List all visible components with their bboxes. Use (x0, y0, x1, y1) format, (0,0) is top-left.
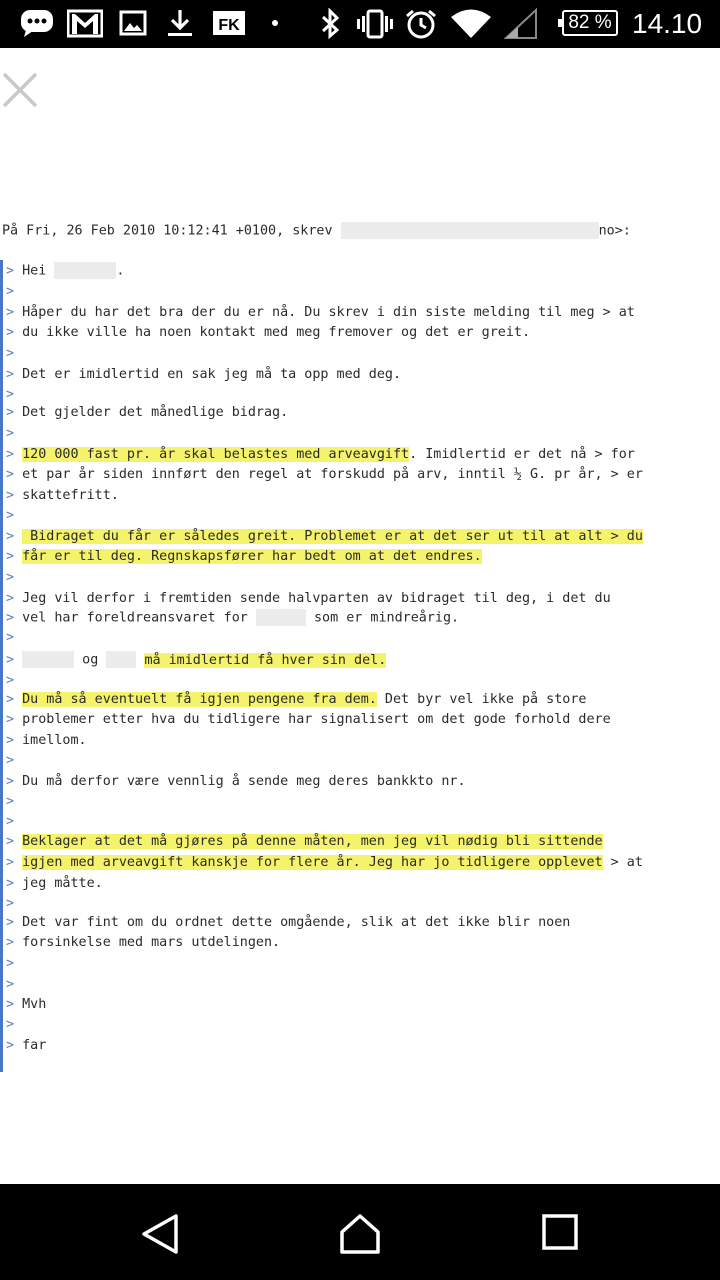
quote-line: > problemer etter hva du tidligere har signalisert om det gode forhold dere (6, 712, 611, 727)
quote-line: > Det gjelder det månedlige bidrag. (6, 405, 289, 420)
quote-line: > (6, 753, 15, 768)
quote-line: > (6, 977, 15, 992)
quote-line: > et par år siden innført den regel at forskudd på arv, inntil ½ G. pr år, > er (6, 467, 643, 482)
quote-line: > Jeg vil derfor i fremtiden sende halvparten av bidraget til deg, i det du (6, 591, 611, 606)
quote-line: > (6, 814, 15, 829)
highlight: Beklager at det må gjøres på denne måten, men jeg vil nødig bli sittende (22, 834, 603, 849)
svg-text:FK: FK (218, 17, 240, 34)
alarm-icon (405, 8, 437, 40)
redacted-name (54, 262, 116, 279)
quote-line: > (6, 284, 15, 299)
quote-line: > (6, 673, 15, 688)
redacted-name (256, 609, 306, 626)
quote-line: > (6, 1017, 15, 1032)
quote-line: > Håper du har det bra der du er nå. Du skrev i din siste melding til meg > at (6, 305, 635, 320)
quote-line: > forsinkelse med mars utdelingen. (6, 935, 281, 950)
battery-indicator: 82 % (562, 10, 618, 36)
home-icon[interactable] (336, 1212, 384, 1256)
chat-bubble-icon (20, 8, 54, 38)
redacted-email (341, 222, 599, 239)
highlight: Du må så eventuelt få igjen pengene fra dem. (22, 692, 377, 707)
highlight: får er til deg. Regnskapsfører har bedt om at det endres. (22, 549, 482, 564)
quote-bar (0, 260, 3, 1072)
highlight: igjen med arveavgift kanskje for flere år. Jeg har jo tidligere opplevet (22, 855, 603, 870)
quote-line: > og må imidlertid få hver sin del. (6, 652, 387, 668)
header-suffix: no>: (598, 223, 631, 239)
redacted-name (106, 651, 136, 668)
email-image (0, 210, 720, 1180)
email-header (2, 222, 631, 239)
wifi-icon (450, 8, 492, 40)
more-dot-icon (270, 18, 280, 28)
quote-line: > (6, 508, 15, 523)
quote-line: > vel har foreldreansvaret for som er mindreårig. (6, 610, 460, 626)
redacted-name (22, 651, 74, 668)
fk-app-icon (212, 8, 246, 38)
quote-line: > far (6, 1038, 47, 1053)
quote-line: > Det er imidlertid en sak jeg må ta opp med deg. (6, 367, 402, 382)
highlight: Bidraget du får er således greit. Problemet er at det ser ut til at alt > du (22, 529, 643, 544)
quote-line: > du ikke ville ha noen kontakt med meg fremover og det er greit. (6, 325, 531, 340)
quote-line: > imellom. (6, 733, 87, 748)
quote-line: > (6, 387, 15, 402)
bluetooth-icon (318, 8, 344, 40)
back-icon[interactable] (138, 1212, 182, 1256)
quote-line: > får er til deg. Regnskapsfører har bedt om at det endres. (6, 549, 482, 564)
quote-line: > skattefritt. (6, 488, 119, 503)
quote-line: > Det var fint om du ordnet dette omgående, slik at det ikke blir noen (6, 915, 571, 930)
close-icon[interactable] (0, 70, 40, 110)
header-prefix: På Fri, 26 Feb 2010 10:12:41 +0100, skrev (2, 223, 341, 239)
status-bar (0, 0, 720, 48)
vibrate-icon (356, 8, 394, 40)
quote-line: > (6, 570, 15, 585)
quote-line: > Du må så eventuelt få igjen pengene fra dem. Det byr vel ikke på store (6, 692, 587, 707)
quote-line: > Hei . (6, 263, 125, 279)
highlight: 120 000 fast pr. år skal belastes med arveavgift (22, 447, 410, 462)
navigation-bar (0, 1184, 720, 1280)
gmail-icon (67, 8, 103, 38)
quote-line: > Bidraget du får er således greit. Problemet er at det ser ut til at alt > du (6, 529, 643, 544)
quote-line: > jeg måtte. (6, 876, 103, 891)
quote-line: > (6, 346, 15, 361)
quote-line: > (6, 630, 15, 645)
recents-icon[interactable] (540, 1212, 580, 1252)
clock: 14.10 (632, 8, 703, 39)
quote-line: > igjen med arveavgift kanskje for flere år. Jeg har jo tidligere opplevet > at (6, 855, 643, 870)
signal-icon (504, 8, 538, 40)
quote-line: > (6, 896, 15, 911)
quote-line: > 120 000 fast pr. år skal belastes med arveavgift. Imidlertid er det nå > for (6, 447, 635, 462)
download-icon (165, 8, 195, 38)
quote-line: > Du må derfor være vennlig å sende meg deres bankkto nr. (6, 774, 466, 789)
quote-line: > (6, 956, 15, 971)
image-icon (119, 8, 147, 38)
quote-line: > Mvh (6, 997, 47, 1012)
quote-line: > (6, 794, 15, 809)
highlight: må imidlertid få hver sin del. (144, 652, 387, 668)
quote-line: > (6, 426, 15, 441)
quote-line: > Beklager at det må gjøres på denne måten, men jeg vil nødig bli sittende (6, 834, 603, 849)
